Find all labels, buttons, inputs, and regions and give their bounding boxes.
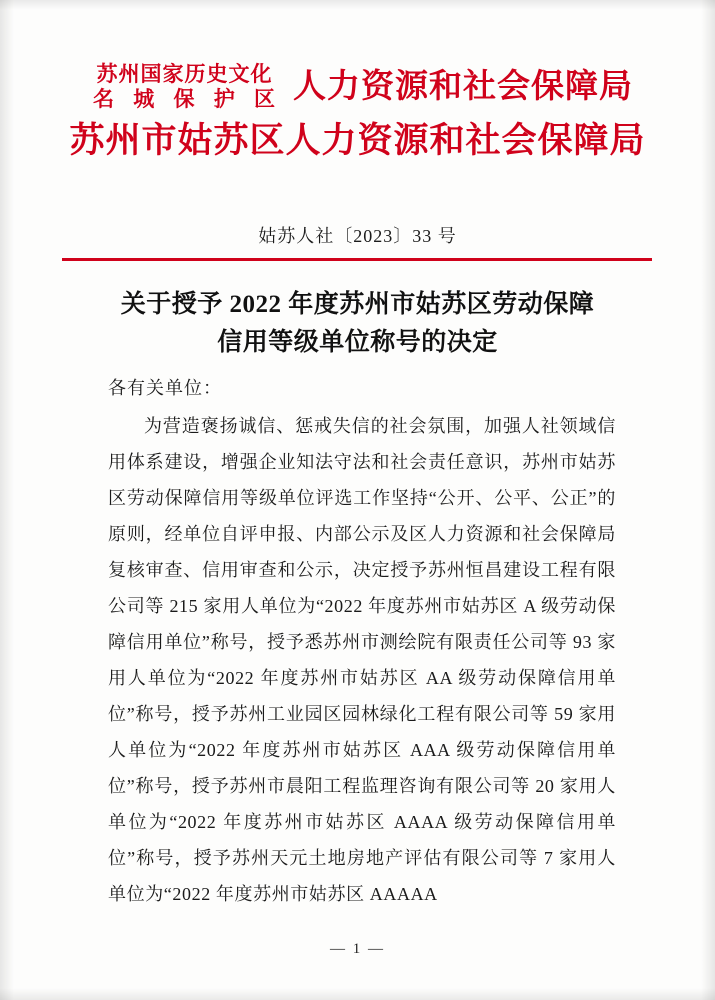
letterhead-row-1	[0, 62, 715, 112]
issuing-org-secondary: 苏州市姑苏区人力资源和社会保障局	[69, 121, 646, 160]
issuing-org-small-line1: 苏州国家历史文化	[96, 62, 273, 86]
salutation: 各有关单位：	[108, 378, 222, 398]
issuing-org-small-line2: 名 城 保 护 区	[93, 87, 282, 111]
document-title	[75, 286, 640, 362]
body-paragraph: 为营造褒扬诚信、惩戒失信的社会氛围，加强人社领域信用体系建设，增强企业知法守法和社会责任意识，苏州市姑苏区劳动保障信用等级单位评选工作坚持“公开、公平、公正”的原则，经单位自评申报、内部公示及区人力资源和社会保障局复核审查、信用审查和公示，决定授予苏州恒昌建设工程有限公司等 215 家用人单位为“2022 年度苏州市姑苏区 A 级劳动保障信用单位”称号，授予悉苏州市测绘院有限责任公司等 93 家用人单位为“2022 年度苏州市姑苏区 AA 级劳动保障信用单位”称号，授予苏州工业园区园林绿化工程有限公司等 59 家用人单位为“2022 年度苏州市姑苏区 AAA 级劳动保障信用单位”称号，授予苏州市晨阳工程监理咨询有限公司等 20 家用人单位为“2022 年度苏州市姑苏区 AAAA 级劳动保障信用单位”称号，授予苏州天元土地房地产评估有限公司等 7 家用人单位为“2022 年度苏州市姑苏区 AAAAA	[108, 416, 616, 904]
document-number: 姑苏人社〔2023〕33 号	[258, 226, 457, 246]
issuing-org-main: 人力资源和社会保障局	[293, 69, 633, 105]
letterhead	[0, 62, 715, 162]
document-title-line1: 关于授予 2022 年度苏州市姑苏区劳动保障	[120, 291, 595, 318]
letterhead-divider	[62, 258, 652, 261]
issuing-org-small	[82, 62, 287, 112]
page-number: — 1 —	[330, 941, 385, 957]
document-title-line2: 信用等级单位称号的决定	[217, 329, 498, 356]
